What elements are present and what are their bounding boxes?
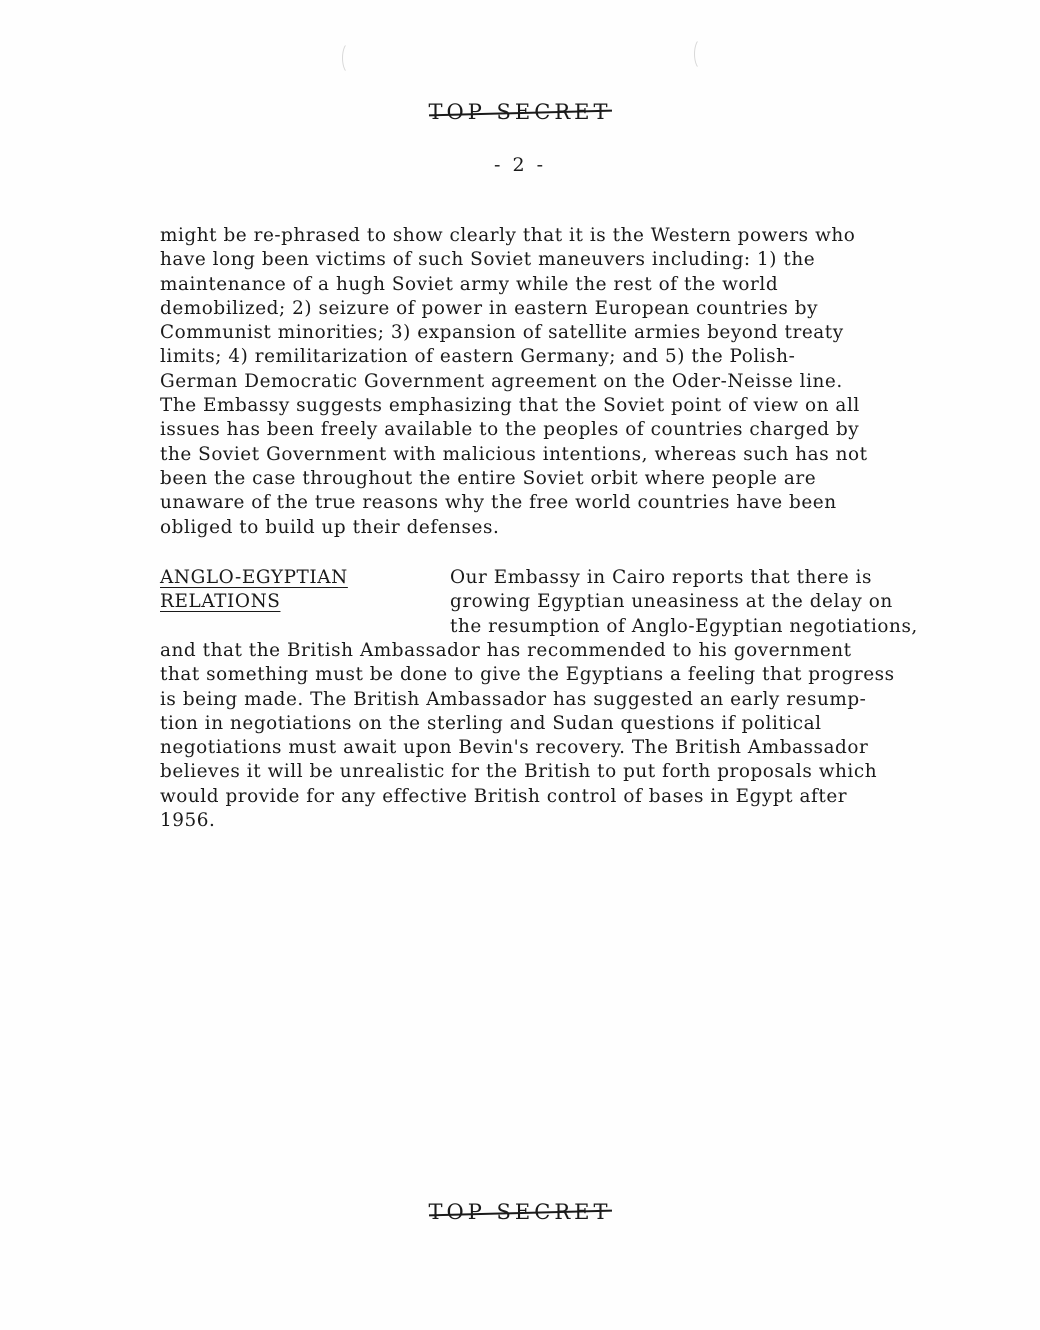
text-line: German Democratic Government agreement on the Oder-Neisse line. — [160, 370, 843, 392]
text-line: tion in negotiations on the sterling and Sudan questions if political — [160, 712, 822, 734]
scan-artifact-left — [342, 42, 357, 74]
text-line: have long been victims of such Soviet maneuvers including: 1) the — [160, 249, 816, 271]
classification-header — [0, 100, 1040, 124]
text-line: and that the British Ambassador has recommended to his government — [160, 640, 852, 661]
section-heading-line: ANGLO-EGYPTIAN — [160, 567, 348, 588]
classification-footer — [0, 1200, 1040, 1224]
text-line: demobilized; 2) seizure of power in eastern European countries by — [160, 297, 819, 319]
text-line: that something must be done to give the Egyptians a feeling that progress — [160, 664, 895, 686]
text-line: believes it will be unrealistic for the British to put forth proposals which — [160, 761, 878, 783]
text-line: obliged to build up their defenses. — [160, 516, 500, 538]
text-line: 1956. — [160, 810, 216, 832]
classification-header-text: TOP SECRET — [428, 100, 612, 124]
text-line: maintenance of a hugh Soviet army while the rest of the world — [160, 273, 779, 295]
text-line: The Embassy suggests emphasizing that the Soviet point of view on all — [160, 395, 860, 417]
text-line: Our Embassy in Cairo reports that there is — [450, 567, 872, 588]
text-line: negotiations must await upon Bevin's recovery. The British Ambassador — [160, 737, 869, 759]
section-heading-line: RELATIONS — [160, 591, 281, 613]
paragraph-anglo-egyptian-intro — [450, 566, 918, 639]
text-line: been the case throughout the entire Soviet orbit where people are — [160, 467, 817, 489]
text-line: unaware of the true reasons why the free world countries have been — [160, 492, 837, 514]
text-line: is being made. The British Ambassador has suggested an early resump- — [160, 688, 867, 710]
classification-footer-text: TOP SECRET — [428, 1200, 612, 1224]
text-line: the resumption of Anglo-Egyptian negotiations, — [450, 615, 918, 637]
section-heading-anglo-egyptian — [160, 566, 348, 615]
text-line: would provide for any effective British control of bases in Egypt after — [160, 785, 848, 807]
text-line: growing Egyptian uneasiness at the delay on — [450, 591, 893, 613]
text-line: limits; 4) remilitarization of eastern Germany; and 5) the Polish- — [160, 346, 796, 368]
text-line: issues has been freely available to the peoples of countries charged by — [160, 419, 860, 441]
text-line: might be re-phrased to show clearly that it is the Western powers who — [160, 225, 856, 246]
paragraph-soviet-maneuvers — [160, 224, 960, 540]
page-number: - 2 - — [493, 154, 546, 176]
text-line: the Soviet Government with malicious intentions, whereas such has not — [160, 443, 868, 465]
text-line: Communist minorities; 3) expansion of satellite armies beyond treaty — [160, 322, 844, 344]
scan-artifact-right — [694, 38, 709, 70]
paragraph-anglo-egyptian-body — [160, 639, 960, 833]
